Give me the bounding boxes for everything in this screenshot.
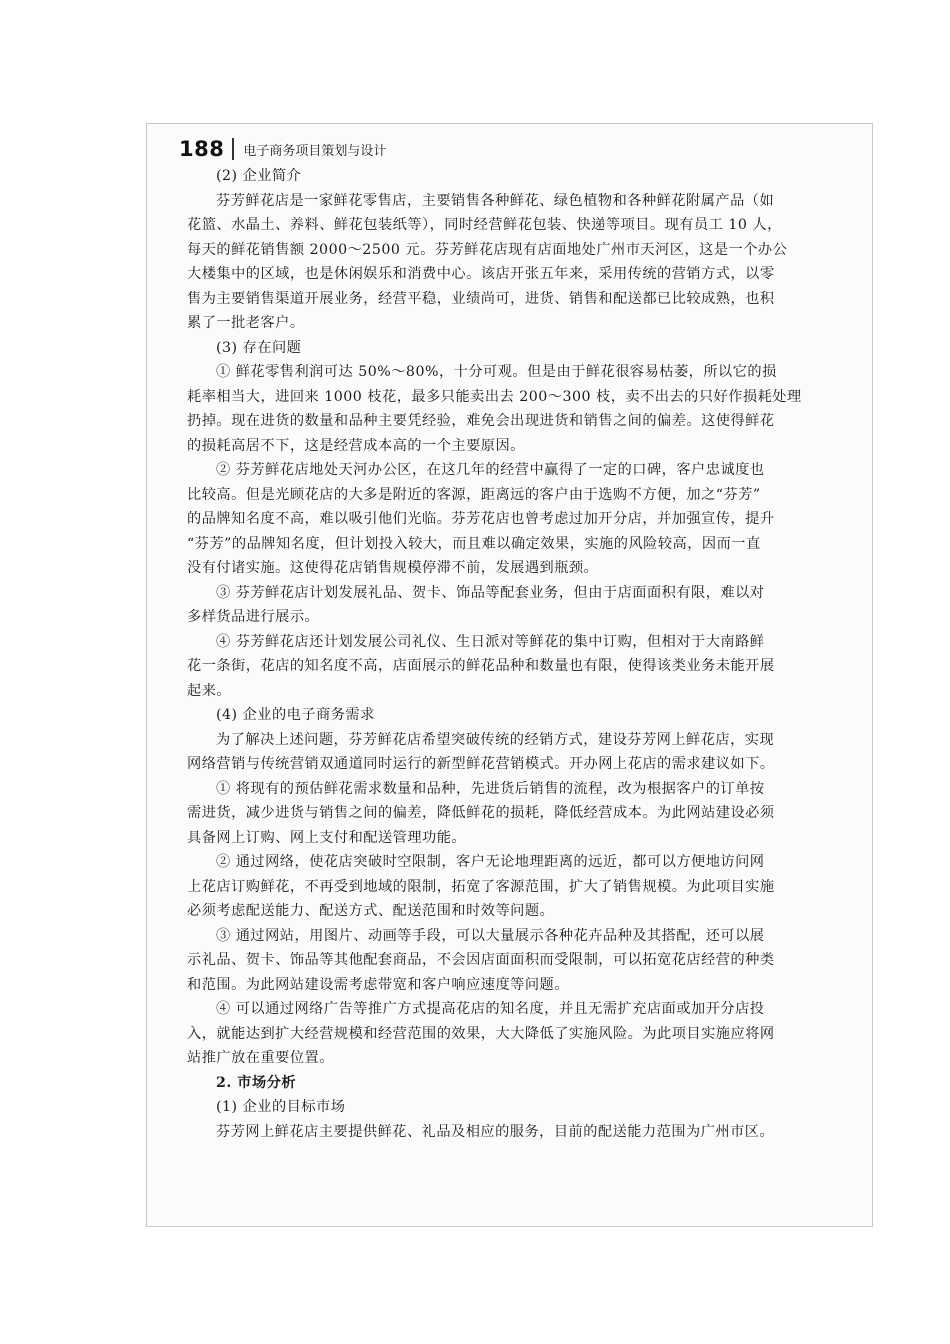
text-line: 多样货品进行展示。 xyxy=(187,609,320,625)
book-page xyxy=(146,123,873,1227)
text-line: 站推广放在重要位置。 xyxy=(187,1050,334,1066)
text-line: 耗率相当大，进回来 1000 枝花，最多只能卖出去 200～300 枝，卖不出去的只好作损耗处理 xyxy=(187,388,802,405)
text-line: 售为主要销售渠道开展业务，经营平稳，业绩尚可，进货、销售和配送都已比较成熟，也积 xyxy=(187,290,775,307)
text-line: 没有付诸实施。这使得花店销售规模停滞不前，发展遇到瓶颈。 xyxy=(187,560,599,576)
text-line: 芬芳网上鲜花店主要提供鲜花、礼品及相应的服务，目前的配送能力范围为广州市区。 xyxy=(216,1123,775,1140)
text-line: (3) 存在问题 xyxy=(216,339,302,356)
text-line: 2. 市场分析 xyxy=(216,1074,297,1091)
text-line: 花一条街，花店的知名度不高，店面展示的鲜花品种和数量也有限，使得该类业务未能开展 xyxy=(187,658,775,674)
text-line: ① 鲜花零售利润可达 50%～80%，十分可观。但是由于鲜花很容易枯萎，所以它的损 xyxy=(216,364,777,380)
page-number: 188 xyxy=(179,137,225,161)
text-line: 为了解决上述问题，芬芳鲜花店希望突破传统的经销方式，建设芬芳网上鲜花店，实现 xyxy=(216,731,775,748)
page-header xyxy=(179,134,386,164)
text-line: 累了一批老客户。 xyxy=(187,315,305,331)
text-line: 的损耗高居不下，这是经营成本高的一个主要原因。 xyxy=(187,437,525,454)
text-line: 网络营销与传统营销双通道同时运行的新型鲜花营销模式。开办网上花店的需求建议如下。 xyxy=(187,756,775,772)
text-line: (1) 企业的目标市场 xyxy=(216,1099,346,1115)
text-line: 芬芳鲜花店是一家鲜花零售店，主要销售各种鲜花、绿色植物和各种鲜花附属产品（如 xyxy=(216,192,775,209)
text-line: ④ 可以通过网络广告等推广方式提高花店的知名度，并且无需扩充店面或加开分店投 xyxy=(216,1001,765,1017)
text-line: 需进货，减少进货与销售之间的偏差，降低鲜花的损耗，降低经营成本。为此网站建设必须 xyxy=(187,805,775,821)
running-head-title: 电子商务项目策划与设计 xyxy=(243,143,387,159)
text-line: 大楼集中的区域，也是休闲娱乐和消费中心。该店开张五年来，采用传统的营销方式，以零 xyxy=(187,266,775,282)
text-line: 和范围。为此网站建设需考虑带宽和客户响应速度等问题。 xyxy=(187,976,569,993)
text-line: (2) 企业简介 xyxy=(216,168,302,184)
text-line: 的品牌知名度不高，难以吸引他们光临。芬芳花店也曾考虑过加开分店，并加强宣传，提升 xyxy=(187,511,775,527)
text-line: 入，就能达到扩大经营规模和经营范围的效果，大大降低了实施风险。为此项目实施应将网 xyxy=(187,1025,775,1042)
text-line: (4) 企业的电子商务需求 xyxy=(216,707,375,723)
text-line: 必须考虑配送能力、配送方式、配送范围和时效等问题。 xyxy=(187,903,555,919)
text-line: 花篮、水晶土、养料、鲜花包装纸等），同时经营鲜花包装、快递等项目。现有员工 10 人， xyxy=(187,217,782,233)
text-line: “芬芳”的品牌知名度，但计划投入较大，而且难以确定效果，实施的风险较高，因而一直 xyxy=(187,535,761,552)
text-line: 扔掉。现在进货的数量和品种主要凭经验，难免会出现进货和销售之间的偏差。这使得鲜花 xyxy=(187,413,775,429)
page-body-text xyxy=(187,164,851,1144)
text-line: ③ 通过网站，用图片、动画等手段，可以大量展示各种花卉品种及其搭配，还可以展 xyxy=(216,927,765,944)
text-line: ① 将现有的预估鲜花需求数量和品种，先进货后销售的流程，改为根据客户的订单按 xyxy=(216,780,765,797)
text-line: 比较高。但是光顾花店的大多是附近的客源，距离远的客户由于选购不方便，加之“芬芳” xyxy=(187,486,761,503)
header-divider xyxy=(232,138,234,160)
text-line: ④ 芬芳鲜花店还计划发展公司礼仪、生日派对等鲜花的集中订购，但相对于大南路鲜 xyxy=(216,633,765,650)
text-line: 起来。 xyxy=(187,682,232,699)
text-line: 具备网上订购、网上支付和配送管理功能。 xyxy=(187,829,467,846)
text-line: ③ 芬芳鲜花店计划发展礼品、贺卡、饰品等配套业务，但由于店面面积有限，难以对 xyxy=(216,584,765,601)
text-line: ② 通过网络，使花店突破时空限制，客户无论地理距离的远近，都可以方便地访问网 xyxy=(216,854,765,870)
text-line: 上花店订购鲜花，不再受到地域的限制，拓宽了客源范围，扩大了销售规模。为此项目实施 xyxy=(187,878,775,895)
text-line: ② 芬芳鲜花店地处天河办公区，在这几年的经营中赢得了一定的口碑，客户忠诚度也 xyxy=(216,462,765,478)
text-line: 每天的鲜花销售额 2000～2500 元。芬芳鲜花店现有店面地处广州市天河区，这是一个办公 xyxy=(187,241,788,258)
text-line: 示礼品、贺卡、饰品等其他配套商品，不会因店面面积而受限制，可以拓宽花店经营的种类 xyxy=(187,952,775,968)
